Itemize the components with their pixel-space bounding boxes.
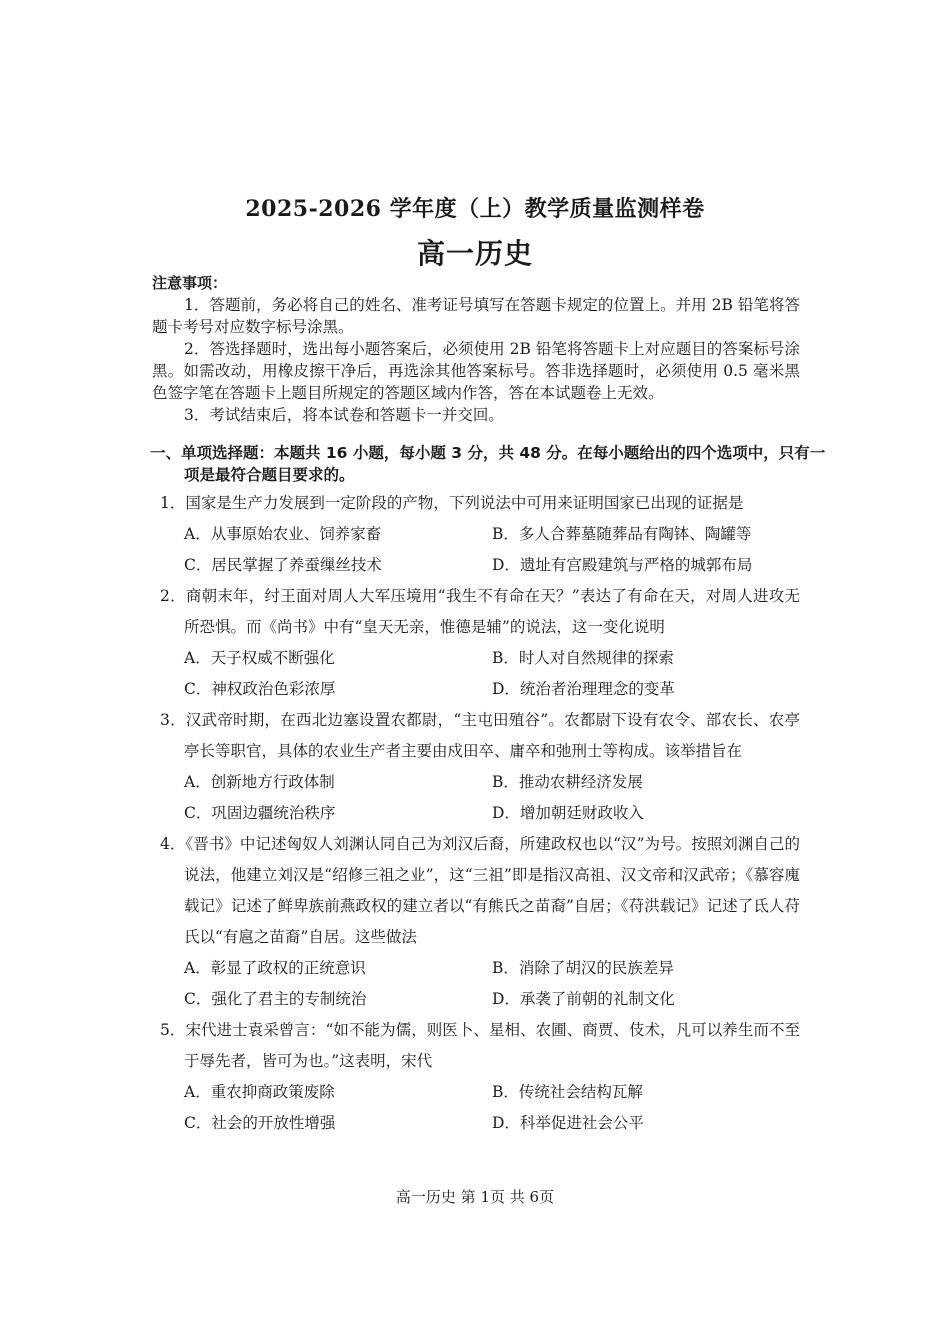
option-row bbox=[160, 1108, 800, 1139]
option-row bbox=[160, 953, 800, 984]
question-1 bbox=[160, 488, 800, 581]
question-4 bbox=[160, 829, 800, 1015]
option-row bbox=[160, 519, 800, 550]
option-b: B．时人对自然规律的探索 bbox=[492, 649, 674, 667]
option-a: A．创新地方行政体制 bbox=[184, 773, 335, 791]
option-d: D．遗址有宫殿建筑与严格的城郭布局 bbox=[492, 556, 753, 574]
question-5 bbox=[160, 1015, 800, 1139]
option-row bbox=[160, 767, 800, 798]
section-heading: 一、单项选择题：本题共 16 小题，每小题 3 分，共 48 分。在每小题给出的四个选项中，只有一项是最符合题目要求的。 bbox=[150, 444, 826, 484]
question-list bbox=[160, 488, 800, 1139]
option-b: B．多人合葬墓随葬品有陶钵、陶罐等 bbox=[492, 525, 752, 543]
question-stem: 2．商朝末年，纣王面对周人大军压境用“我生不有命在天？”表达了有命在天，对周人进攻无所恐惧。而《尚书》中有“皇天无亲，惟德是辅”的说法，这一变化说明 bbox=[160, 587, 800, 636]
option-row bbox=[160, 798, 800, 829]
notice-item-2: 2．答选择题时，选出每小题答案后，必须使用 2B 铅笔将答题卡上对应题目的答案标号涂黑。如需改动，用橡皮擦干净后，再选涂其他答案标号。答非选择题时，必须使用 0.5 毫米黑色签字笔在答题卡上题目所规定的答题区域内作答，答在本试题卷上无效。 bbox=[152, 340, 800, 402]
notice-block bbox=[152, 272, 800, 426]
option-d: D．增加朝廷财政收入 bbox=[492, 804, 644, 822]
option-c: C．居民掌握了养蚕缫丝技术 bbox=[184, 556, 382, 574]
subject-title: 高一历史 bbox=[416, 237, 533, 270]
option-a: A．天子权威不断强化 bbox=[184, 649, 335, 667]
option-d: D．承袭了前朝的礼制文化 bbox=[492, 990, 675, 1008]
question-2 bbox=[160, 581, 800, 705]
exam-title: 2025-2026 学年度（上）教学质量监测样卷 bbox=[245, 196, 705, 222]
notice-item-3: 3．考试结束后，将本试卷和答题卡一并交回。 bbox=[184, 406, 504, 424]
option-d: D．统治者治理理念的变革 bbox=[492, 680, 675, 698]
page-footer: 高一历史 第 1页 共 6页 bbox=[395, 1188, 555, 1206]
question-3 bbox=[160, 705, 800, 829]
notice-item-1: 1．答题前，务必将自己的姓名、准考证号填写在答题卡规定的位置上。并用 2B 铅笔将答题卡考号对应数字标号涂黑。 bbox=[152, 296, 800, 336]
option-c: C．神权政治色彩浓厚 bbox=[184, 680, 336, 698]
option-c: C．巩固边疆统治秩序 bbox=[184, 804, 336, 822]
option-b: B．消除了胡汉的民族差异 bbox=[492, 959, 674, 977]
option-row bbox=[160, 984, 800, 1015]
option-a: A．从事原始农业、饲养家畜 bbox=[184, 525, 382, 543]
option-c: C．社会的开放性增强 bbox=[184, 1114, 336, 1132]
option-b: B．推动农耕经济发展 bbox=[492, 773, 643, 791]
question-stem: 3．汉武帝时期，在西北边塞设置农都尉，“主屯田殖谷”。农都尉下设有农令、部农长、农亭亭长等职官，具体的农业生产者主要由戍田卒、庸卒和弛刑士等构成。该举措旨在 bbox=[160, 711, 800, 760]
option-row bbox=[160, 643, 800, 674]
option-row bbox=[160, 550, 800, 581]
question-stem: 5．宋代进士袁采曾言：“如不能为儒，则医卜、星相、农圃、商贾、伎术，凡可以养生而不至于辱先者，皆可为也。”这表明，宋代 bbox=[160, 1021, 800, 1070]
notice-heading: 注意事项： bbox=[152, 274, 228, 292]
option-a: A．重农抑商政策废除 bbox=[184, 1083, 335, 1101]
option-b: B．传统社会结构瓦解 bbox=[492, 1083, 643, 1101]
option-row bbox=[160, 1077, 800, 1108]
option-row bbox=[160, 674, 800, 705]
option-a: A．彰显了政权的正统意识 bbox=[184, 959, 366, 977]
question-stem: 4．《晋书》中记述匈奴人刘渊认同自己为刘汉后裔，所建政权也以“汉”为号。按照刘渊自己的说法，他建立刘汉是“绍修三祖之业”，这“三祖”即是指汉高祖、汉文帝和汉武帝；《慕容廆载记》记述了鲜卑族前燕政权的建立者以“有熊氏之苗裔”自居；《苻洪载记》记述了氐人苻氏以“有扈之苗裔”自居。这些做法 bbox=[160, 835, 800, 946]
option-c: C．强化了君主的专制统治 bbox=[184, 990, 367, 1008]
option-d: D．科举促进社会公平 bbox=[492, 1114, 644, 1132]
question-stem: 1．国家是生产力发展到一定阶段的产物，下列说法中可用来证明国家已出现的证据是 bbox=[160, 494, 744, 512]
